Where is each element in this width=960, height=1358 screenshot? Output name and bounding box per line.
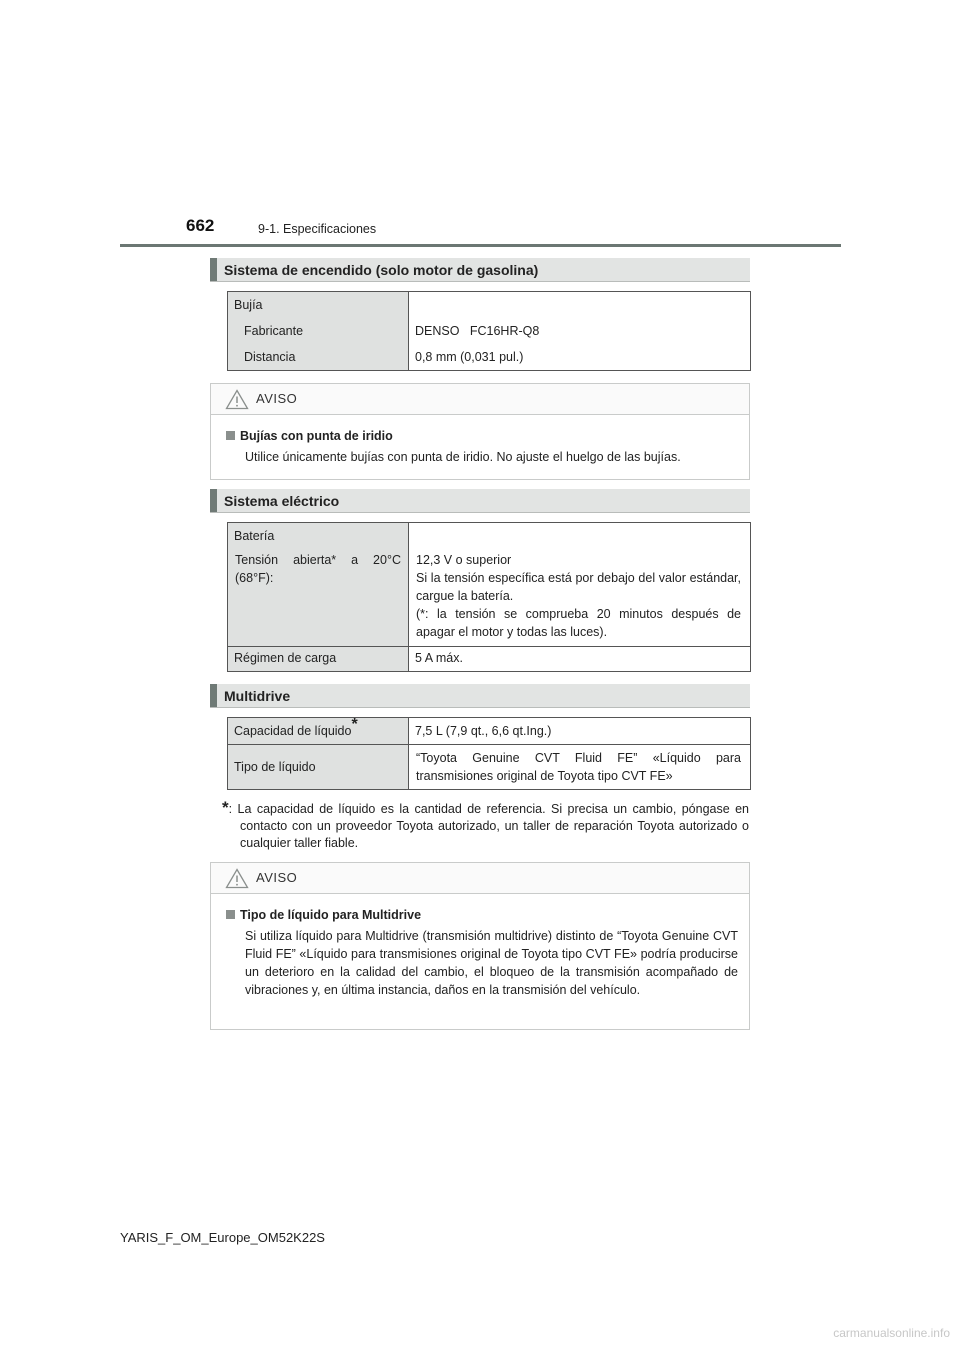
battery-label: Batería bbox=[234, 529, 275, 543]
multidrive-table bbox=[227, 717, 751, 790]
warning-triangle-icon bbox=[225, 868, 249, 889]
notice-header bbox=[211, 863, 749, 894]
voltage-label: Tensión abierta* a 20°C (68°F): bbox=[235, 553, 401, 585]
fluid-capacity-value: 7,5 L (7,9 qt., 6,6 qt.Ing.) bbox=[415, 724, 552, 738]
notice-body bbox=[211, 894, 749, 1011]
gap-label: Distancia bbox=[244, 350, 296, 364]
footnote-asterisk: * bbox=[351, 716, 358, 733]
section-title: Sistema eléctrico bbox=[224, 493, 340, 509]
notice-box-spark-plugs bbox=[210, 383, 750, 480]
notice-box-multidrive-fluid bbox=[210, 862, 750, 1030]
charge-rate-value: 5 A máx. bbox=[415, 651, 463, 665]
fluid-capacity-label: Capacidad de líquido* bbox=[234, 716, 358, 738]
ignition-labels-cell bbox=[228, 292, 409, 371]
charge-rate-label: Régimen de carga bbox=[234, 651, 337, 665]
chapter-title: 9-1. Especificaciones bbox=[258, 222, 377, 236]
section-bar bbox=[210, 489, 217, 512]
fluid-type-value: “Toyota Genuine CVT Fluid FE” «Líquido para transmisiones original de Toyota tipo CVT FE» bbox=[416, 751, 741, 783]
bullet-square-icon bbox=[226, 910, 235, 919]
manufacturer-value: DENSO FC16HR-Q8 bbox=[415, 324, 540, 338]
header-rule bbox=[120, 244, 841, 247]
notice-title: AVISO bbox=[256, 870, 298, 885]
voltage-value: 12,3 V o superior Si la tensión específica está por debajo del valor estándar, cargue la batería. (*: la tensión se comprueba 20 minutos después de apagar el motor y todas las luces). bbox=[416, 553, 741, 639]
warning-triangle-icon bbox=[225, 389, 249, 410]
document-code: YARIS_F_OM_Europe_OM52K22S bbox=[120, 1230, 325, 1245]
section-bar bbox=[210, 258, 217, 281]
notice-text: Utilice únicamente bujías con punta de iridio. No ajuste el huelgo de las bujías. bbox=[245, 450, 681, 464]
battery-labels-cell bbox=[228, 523, 409, 647]
notice-title: AVISO bbox=[256, 391, 298, 406]
notice-header bbox=[211, 384, 749, 415]
page-number: 662 bbox=[186, 216, 215, 235]
electrical-table bbox=[227, 522, 751, 672]
bullet-square-icon bbox=[226, 431, 235, 440]
notice-subtitle: Tipo de líquido para Multidrive bbox=[226, 908, 738, 922]
section-title: Sistema de encendido (solo motor de gasolina) bbox=[224, 262, 539, 278]
notice-subtitle: Bujías con punta de iridio bbox=[226, 429, 738, 443]
fluid-type-label: Tipo de líquido bbox=[234, 760, 316, 774]
spark-plug-label: Bujía bbox=[234, 298, 263, 312]
ignition-values-cell bbox=[409, 292, 751, 371]
watermark: carmanualsonline.info bbox=[833, 1326, 950, 1340]
section-bar bbox=[210, 684, 217, 707]
section-title: Multidrive bbox=[224, 688, 291, 704]
notice-body bbox=[211, 415, 749, 478]
footnote-text: : La capacidad de líquido es la cantidad de referencia. Si precisa un cambio, póngase en contacto con un proveedor Toyota autorizado, un taller de reparación Toyota autorizado o cualquier taller fiable. bbox=[228, 802, 749, 850]
gap-value: 0,8 mm (0,031 pul.) bbox=[415, 350, 524, 364]
section-heading-multidrive bbox=[210, 684, 750, 708]
battery-values-cell bbox=[409, 523, 751, 647]
notice-text: Si utiliza líquido para Multidrive (transmisión multidrive) distinto de “Toyota Genuine CVT Fluid FE” «Líquido para transmisiones original de Toyota tipo CVT FE» podría producirse un deterioro en la calidad del cambio, el bloqueo de la transmisión acompañado de vibraciones y, en última instancia, daños en la transmisión del vehículo. bbox=[245, 929, 738, 997]
section-heading-electrical bbox=[210, 489, 750, 513]
footnote-mark: * bbox=[222, 798, 229, 817]
ignition-table bbox=[227, 291, 751, 371]
section-heading-ignition bbox=[210, 258, 750, 282]
manufacturer-label: Fabricante bbox=[244, 324, 304, 338]
footnote bbox=[222, 799, 749, 852]
